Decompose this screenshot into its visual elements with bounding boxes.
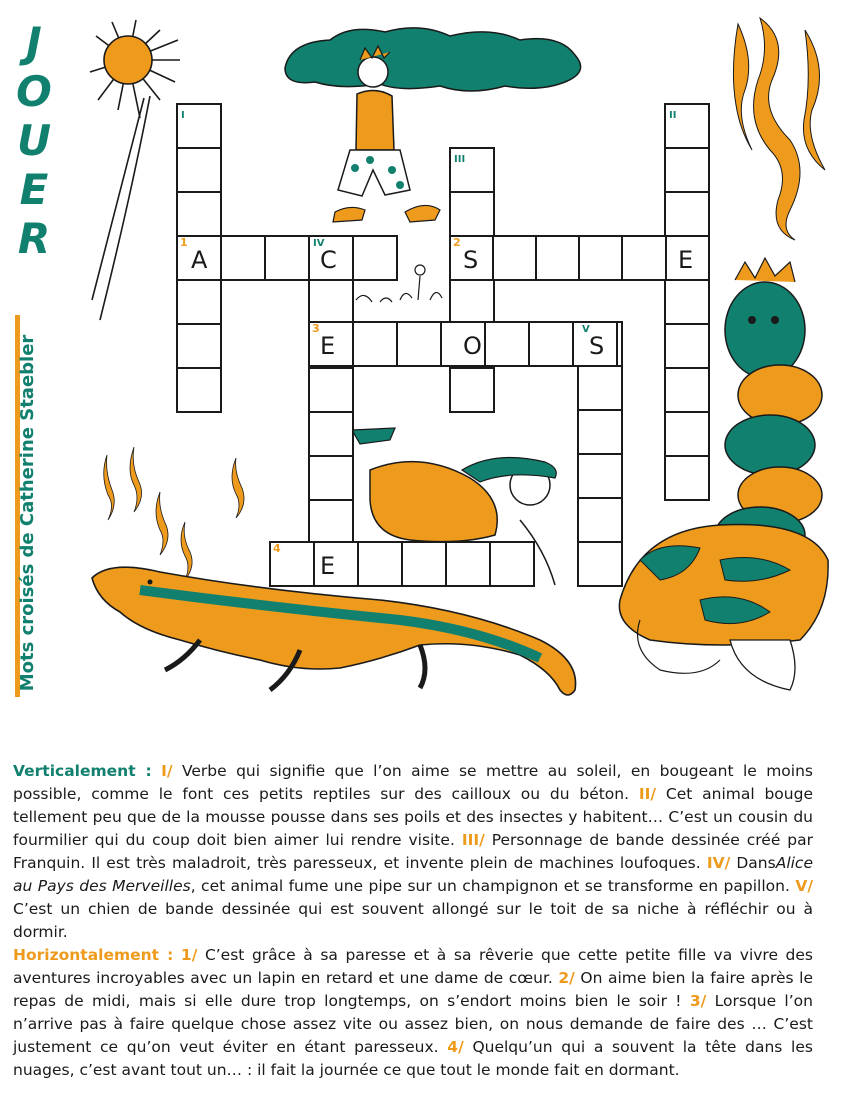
title-letter: R [17, 214, 51, 263]
title-letter: O [16, 67, 52, 116]
grid-cell[interactable] [402, 542, 446, 586]
clue-number: 2/ [558, 969, 575, 987]
grid-cell[interactable] [665, 368, 709, 412]
clue-text: Personnage de bande dessinée créé par Franquin. Il est très maladroit, très paresseux, et invente plein de machines loufoques. [13, 831, 813, 872]
clue-number-label: 1 [180, 236, 188, 249]
grid-cell[interactable] [665, 324, 709, 368]
grid-cell[interactable] [579, 236, 623, 280]
title-letter: E [19, 165, 49, 214]
clue-text: Dans [736, 854, 776, 872]
grid-cell[interactable] [490, 542, 534, 586]
caterpillar-illustration [715, 258, 822, 563]
grid-cell[interactable] [397, 322, 441, 366]
grid-cell[interactable] [450, 192, 494, 236]
flame-decoration [733, 18, 825, 240]
grid-cell[interactable] [450, 368, 494, 412]
vertical-title [14, 18, 54, 263]
clue-number: 4/ [447, 1038, 464, 1056]
clue-number-label: 3 [312, 322, 320, 335]
grid-cell[interactable] [485, 322, 529, 366]
grid-cell[interactable] [493, 236, 537, 280]
grid-cell[interactable] [309, 412, 353, 456]
horizontal-clues [13, 944, 813, 1082]
grid-cell[interactable] [221, 236, 265, 280]
grid-cell[interactable] [665, 148, 709, 192]
grid-cell[interactable] [309, 368, 353, 412]
heat-flames [104, 447, 244, 580]
clue-number: V/ [795, 877, 813, 895]
grid-cell[interactable] [622, 236, 666, 280]
vertical-clues [13, 760, 813, 944]
clue-number-label: 4 [273, 542, 281, 555]
clue-number: II/ [638, 785, 657, 803]
grid-cell[interactable] [177, 148, 221, 192]
grid-cell[interactable] [353, 322, 397, 366]
clue-number-label: V [582, 324, 590, 335]
grid-cell[interactable] [177, 368, 221, 412]
grid-cell[interactable] [446, 542, 490, 586]
clue-text: On aime bien la faire après le repas de midi, mais si elle dure trop longtemps, on s’endort moins bien le soir ! [13, 969, 814, 1010]
clue-text: C’est un chien de bande dessinée qui est souvent allongé sur le toit de sa niche à réfléchir ou à dormir. [13, 900, 813, 941]
clue-text: , cet animal fume une pipe sur un champignon et se transforme en papillon. [190, 877, 790, 895]
grid-letter: S [589, 332, 605, 360]
mushroom-illustration [619, 524, 828, 690]
grid-letter: C [320, 246, 337, 274]
grid-cell[interactable] [578, 454, 622, 498]
grid-cell[interactable] [353, 236, 397, 280]
vertical-heading: Verticalement : [13, 762, 152, 780]
author-credit [15, 315, 37, 697]
grid-cell[interactable] [177, 280, 221, 324]
grid-cell[interactable] [578, 366, 622, 410]
clue-number: III/ [461, 831, 485, 849]
grid-letter: A [191, 246, 208, 274]
grid-letter: E [678, 246, 694, 274]
sun-icon [90, 20, 180, 320]
clue-text: Verbe qui signifie que l’on aime se mettre au soleil, en bougeant le moins possible, comme le font ces petits reptiles sur des cailloux ou du béton. [13, 762, 813, 803]
clue-number-label: 2 [453, 236, 461, 249]
grid-letter: E [320, 332, 336, 360]
title-letter: U [16, 116, 52, 165]
grid-cell[interactable] [309, 280, 353, 324]
grid-cell[interactable] [177, 192, 221, 236]
grid-cell[interactable] [665, 280, 709, 324]
clue-text: Cet animal bouge tellement peu que de la mousse pousse dans ses poils et des insectes y habitent… C’est un cousin du fourmilier qui du coup doit bien aimer lui rendre visite. [13, 785, 813, 849]
clue-number-label: II [669, 110, 677, 121]
title-letter: J [26, 18, 42, 67]
grid-cell[interactable] [309, 500, 353, 544]
grid-cell[interactable] [665, 456, 709, 500]
clue-number-label: III [454, 154, 466, 165]
clue-text: Quelqu’un qui a souvent la tête dans les nuages, c’est avant tout un… : il fait la journée ce que tout le monde fait en dormant. [13, 1038, 813, 1079]
grid-cell[interactable] [450, 280, 494, 324]
grid-cell[interactable] [578, 498, 622, 542]
grid-cell[interactable] [177, 324, 221, 368]
grid-cell[interactable] [578, 410, 622, 454]
clue-number-label: IV [313, 238, 325, 249]
grid-cell[interactable] [665, 192, 709, 236]
grid-cell[interactable] [578, 542, 622, 586]
grid-cell[interactable] [358, 542, 402, 586]
grid-cell[interactable] [665, 412, 709, 456]
clue-text: C’est grâce à sa paresse et à sa rêverie que cette petite fille va vivre des aventures incroyables avec un lapin en retard et une dame de cœur. [13, 946, 814, 987]
clue-number: 1/ [180, 946, 198, 964]
grid-cell[interactable] [536, 236, 580, 280]
clue-number: I/ [161, 762, 173, 780]
grid-letter: E [320, 552, 336, 580]
clue-number-label: I [181, 110, 185, 121]
clue-title-italic: Alice au Pays des Merveilles [13, 854, 813, 895]
grid-letter: O [463, 332, 482, 360]
cloud-shape [285, 28, 581, 91]
horizontal-heading: Horizontalement : [13, 946, 174, 964]
clues-block [13, 760, 813, 1082]
grid-cell[interactable] [529, 322, 573, 366]
grid-cell[interactable] [309, 456, 353, 500]
clue-number: IV/ [706, 854, 731, 872]
author-text: Mots croisés de Catherine Staebler [17, 334, 38, 692]
clue-text: Lorsque l’on n’arrive pas à faire quelque chose assez vite ou assez bien, on nous demande de faire des … C’est justement ce qu’on veut éviter en étant paresseux. [13, 992, 813, 1056]
grid-cell[interactable] [265, 236, 309, 280]
clue-number: 3/ [689, 992, 707, 1010]
grid-letter: S [463, 246, 479, 274]
